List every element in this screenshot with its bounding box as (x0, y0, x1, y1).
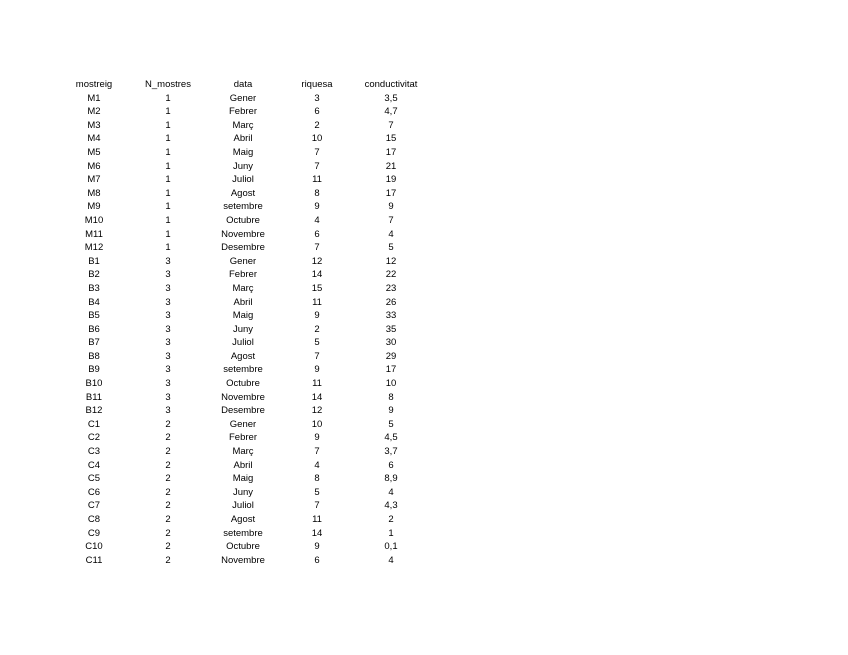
cell-n-mostres: 3 (165, 364, 171, 376)
table-row (60, 540, 426, 554)
cell-n-mostres: 1 (165, 119, 171, 131)
cell-conductivitat: 5 (388, 418, 394, 430)
cell-data: setembre (223, 527, 263, 539)
cell-n-mostres: 3 (165, 337, 171, 349)
cell-conductivitat: 2 (388, 514, 394, 525)
cell-mostreig: B10 (85, 378, 103, 390)
cell-riquesa: 4 (314, 459, 320, 471)
cell-data: Juliol (232, 500, 254, 512)
cell-conductivitat: 4,7 (384, 106, 398, 118)
cell-riquesa: 14 (311, 269, 323, 281)
cell-conductivitat: 30 (385, 337, 397, 349)
cell-mostreig: M11 (85, 228, 103, 240)
cell-mostreig: B1 (88, 255, 100, 267)
cell-n-mostres: 3 (165, 296, 171, 308)
cell-conductivitat: 7 (388, 214, 394, 226)
table-row (60, 160, 426, 174)
column-header-data: data (233, 79, 253, 90)
cell-conductivitat: 21 (385, 160, 397, 172)
table-header (60, 78, 426, 92)
cell-riquesa: 9 (314, 310, 320, 322)
cell-data: Octubre (226, 541, 260, 553)
cell-data: Juliol (232, 337, 254, 349)
cell-mostreig: M3 (87, 119, 101, 131)
table-row (60, 228, 426, 242)
cell-data: Octubre (226, 378, 260, 390)
cell-n-mostres: 3 (165, 310, 171, 322)
cell-conductivitat: 4 (388, 228, 394, 240)
cell-mostreig: B12 (85, 405, 103, 417)
cell-mostreig: C5 (87, 473, 101, 485)
cell-mostreig: C2 (87, 432, 101, 444)
cell-data: Agost (230, 350, 256, 362)
cell-mostreig: B9 (88, 364, 100, 376)
table-row (60, 241, 426, 255)
cell-data: Gener (229, 92, 257, 104)
cell-data: Abril (233, 133, 253, 145)
cell-mostreig: B11 (85, 391, 103, 403)
cell-mostreig: C4 (87, 459, 101, 471)
cell-n-mostres: 2 (165, 486, 171, 498)
cell-riquesa: 11 (312, 378, 322, 390)
cell-n-mostres: 2 (165, 541, 171, 553)
table-row (60, 499, 426, 513)
cell-riquesa: 14 (311, 527, 323, 539)
cell-conductivitat: 33 (385, 310, 397, 322)
cell-n-mostres: 3 (165, 282, 171, 294)
cell-n-mostres: 2 (165, 432, 171, 444)
data-table (60, 78, 426, 567)
column-header-riquesa: riquesa (301, 79, 333, 90)
cell-conductivitat: 3,5 (384, 92, 398, 104)
cell-riquesa: 6 (314, 228, 320, 240)
cell-n-mostres: 3 (165, 405, 171, 417)
cell-n-mostres: 1 (165, 92, 171, 104)
cell-n-mostres: 2 (165, 459, 171, 471)
cell-riquesa: 8 (314, 473, 320, 485)
cell-data: Novembre (221, 391, 265, 403)
cell-n-mostres: 1 (165, 106, 171, 118)
table-row (60, 486, 426, 500)
cell-n-mostres: 2 (165, 446, 171, 458)
cell-data: Octubre (226, 214, 260, 226)
cell-mostreig: M7 (87, 174, 101, 186)
cell-riquesa: 4 (314, 214, 320, 226)
table-row (60, 391, 426, 405)
table-row (60, 282, 426, 296)
cell-riquesa: 7 (314, 160, 320, 172)
cell-riquesa: 8 (314, 187, 320, 199)
cell-riquesa: 6 (314, 554, 320, 566)
cell-data: Maig (232, 310, 254, 322)
cell-n-mostres: 2 (165, 554, 171, 566)
cell-riquesa: 3 (314, 92, 320, 104)
cell-mostreig: M1 (87, 92, 101, 104)
cell-conductivitat: 4 (388, 486, 394, 498)
table-row (60, 119, 426, 133)
table-row (60, 200, 426, 214)
table-row (60, 513, 426, 527)
cell-mostreig: C6 (87, 486, 101, 498)
cell-conductivitat: 9 (388, 405, 394, 417)
cell-n-mostres: 3 (165, 323, 171, 335)
table-row (60, 445, 426, 459)
cell-mostreig: C8 (87, 514, 101, 525)
cell-conductivitat: 12 (385, 255, 397, 267)
cell-conductivitat: 17 (385, 364, 397, 376)
table-row (60, 418, 426, 432)
column-header-mostreig: mostreig (75, 79, 113, 90)
cell-conductivitat: 7 (388, 119, 394, 131)
table-body (60, 92, 426, 568)
cell-conductivitat: 5 (388, 242, 394, 254)
cell-n-mostres: 1 (165, 228, 171, 240)
cell-mostreig: B3 (88, 282, 100, 294)
cell-data: Abril (233, 296, 253, 308)
cell-conductivitat: 9 (388, 201, 394, 213)
table-row (60, 255, 426, 269)
cell-n-mostres: 2 (165, 514, 171, 525)
cell-data: Maig (232, 473, 254, 485)
table-row (60, 404, 426, 418)
cell-conductivitat: 4,5 (384, 432, 398, 444)
cell-data: Agost (230, 187, 256, 199)
cell-conductivitat: 19 (385, 174, 397, 186)
cell-riquesa: 14 (311, 391, 323, 403)
cell-riquesa: 15 (311, 282, 323, 294)
cell-n-mostres: 3 (165, 378, 171, 390)
table-row (60, 187, 426, 201)
table-row (60, 323, 426, 337)
cell-data: Abril (233, 459, 253, 471)
cell-mostreig: C3 (87, 446, 101, 458)
cell-mostreig: M12 (84, 242, 104, 254)
table-row (60, 350, 426, 364)
cell-riquesa: 11 (312, 174, 322, 186)
table-row (60, 472, 426, 486)
cell-riquesa: 10 (311, 133, 323, 145)
cell-conductivitat: 29 (385, 350, 397, 362)
cell-riquesa: 12 (311, 255, 323, 267)
cell-data: Març (232, 446, 254, 458)
cell-mostreig: M6 (87, 160, 101, 172)
cell-riquesa: 2 (314, 119, 320, 131)
cell-riquesa: 7 (314, 446, 320, 458)
cell-data: Juliol (232, 174, 254, 186)
cell-mostreig: B8 (88, 350, 100, 362)
cell-n-mostres: 1 (165, 133, 171, 145)
cell-data: Agost (230, 514, 256, 525)
header-row (60, 78, 426, 92)
cell-conductivitat: 17 (385, 146, 397, 158)
cell-data: Febrer (229, 106, 257, 118)
cell-n-mostres: 1 (165, 242, 171, 254)
table-row (60, 92, 426, 106)
cell-data: Febrer (229, 269, 257, 281)
cell-data: Juny (232, 486, 254, 498)
cell-mostreig: C10 (85, 541, 103, 553)
cell-mostreig: B7 (88, 337, 100, 349)
cell-n-mostres: 3 (165, 255, 171, 267)
cell-conductivitat: 4,3 (384, 500, 398, 512)
cell-conductivitat: 10 (385, 378, 397, 390)
table-row (60, 268, 426, 282)
cell-riquesa: 9 (314, 364, 320, 376)
cell-conductivitat: 17 (385, 187, 397, 199)
cell-data: Maig (232, 146, 254, 158)
cell-n-mostres: 1 (165, 160, 171, 172)
cell-riquesa: 9 (314, 541, 320, 553)
table-row (60, 336, 426, 350)
cell-data: Desembre (221, 242, 265, 254)
cell-n-mostres: 2 (165, 418, 171, 430)
cell-data: Març (232, 282, 254, 294)
table-row (60, 309, 426, 323)
cell-conductivitat: 0,1 (384, 541, 398, 553)
cell-n-mostres: 1 (165, 214, 171, 226)
table-row (60, 132, 426, 146)
table-row (60, 214, 426, 228)
table-row (60, 554, 426, 568)
cell-n-mostres: 3 (165, 350, 171, 362)
cell-riquesa: 12 (311, 405, 323, 417)
cell-conductivitat: 26 (385, 296, 397, 308)
cell-mostreig: M10 (84, 214, 104, 226)
cell-mostreig: M8 (87, 187, 101, 199)
cell-data: Juny (232, 323, 254, 335)
cell-mostreig: B5 (88, 310, 100, 322)
cell-conductivitat: 1 (388, 527, 394, 539)
cell-n-mostres: 2 (165, 500, 171, 512)
cell-mostreig: M9 (87, 201, 101, 213)
cell-riquesa: 7 (314, 500, 320, 512)
cell-conductivitat: 22 (385, 269, 397, 281)
cell-mostreig: M2 (87, 106, 101, 118)
cell-n-mostres: 3 (165, 269, 171, 281)
column-header-conductivitat: conductivitat (364, 79, 418, 90)
cell-mostreig: B2 (88, 269, 100, 281)
cell-mostreig: M4 (87, 133, 101, 145)
cell-conductivitat: 8,9 (384, 473, 398, 485)
cell-data: setembre (223, 364, 263, 376)
cell-riquesa: 7 (314, 350, 320, 362)
cell-riquesa: 2 (314, 323, 320, 335)
cell-mostreig: B6 (88, 323, 100, 335)
cell-conductivitat: 8 (388, 391, 394, 403)
table-row (60, 377, 426, 391)
cell-mostreig: C9 (87, 527, 101, 539)
cell-mostreig: C7 (87, 500, 101, 512)
cell-data: Gener (229, 418, 257, 430)
cell-conductivitat: 35 (385, 323, 397, 335)
cell-data: Febrer (229, 432, 257, 444)
cell-data: Juny (232, 160, 254, 172)
table-row (60, 527, 426, 541)
cell-conductivitat: 3,7 (384, 446, 398, 458)
table-row (60, 459, 426, 473)
cell-mostreig: B4 (88, 296, 100, 308)
cell-mostreig: C1 (87, 418, 101, 430)
cell-riquesa: 5 (314, 486, 320, 498)
cell-data: Novembre (221, 554, 265, 566)
cell-riquesa: 9 (314, 432, 320, 444)
cell-riquesa: 5 (314, 337, 320, 349)
cell-n-mostres: 1 (165, 146, 171, 158)
cell-riquesa: 7 (314, 242, 320, 254)
cell-n-mostres: 2 (165, 473, 171, 485)
cell-conductivitat: 23 (385, 282, 397, 294)
cell-data: Desembre (221, 405, 265, 417)
cell-mostreig: C11 (85, 554, 103, 566)
cell-data: Novembre (221, 228, 265, 240)
cell-riquesa: 10 (311, 418, 323, 430)
cell-riquesa: 6 (314, 106, 320, 118)
cell-riquesa: 9 (314, 201, 320, 213)
cell-conductivitat: 4 (388, 554, 394, 566)
table-row (60, 146, 426, 160)
cell-riquesa: 11 (312, 296, 322, 308)
table-row (60, 105, 426, 119)
cell-data: Gener (229, 255, 257, 267)
cell-riquesa: 11 (312, 514, 322, 525)
table-row (60, 431, 426, 445)
cell-n-mostres: 1 (165, 201, 171, 213)
cell-conductivitat: 15 (385, 133, 397, 145)
cell-n-mostres: 2 (165, 527, 171, 539)
table-row (60, 296, 426, 310)
cell-n-mostres: 1 (165, 187, 171, 199)
cell-n-mostres: 1 (165, 174, 171, 186)
cell-data: Març (232, 119, 254, 131)
cell-riquesa: 7 (314, 146, 320, 158)
table-row (60, 363, 426, 377)
cell-n-mostres: 3 (165, 391, 171, 403)
table-row (60, 173, 426, 187)
cell-mostreig: M5 (87, 146, 101, 158)
cell-conductivitat: 6 (388, 459, 394, 471)
cell-data: setembre (223, 201, 263, 213)
column-header-n-mostres: N_mostres (145, 79, 191, 90)
